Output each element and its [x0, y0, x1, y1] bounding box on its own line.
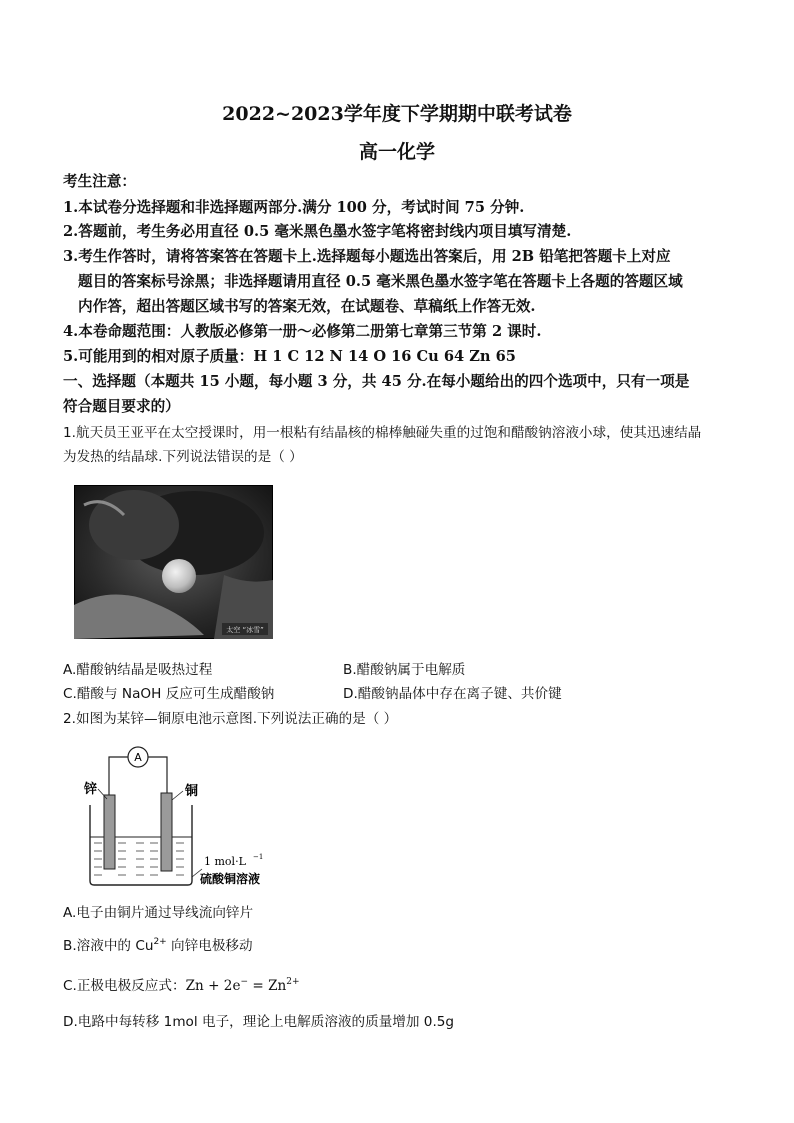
- q2-option-c: [63, 976, 300, 996]
- zinc-label: 锌: [84, 782, 98, 797]
- galvanic-cell-svg: [78, 737, 278, 889]
- q1-option-b: B.醋酸钠属于电解质: [343, 662, 466, 678]
- q2-stem: 2.如图为某锌—铜原电池示意图.下列说法正确的是（ ）: [63, 711, 398, 727]
- q2-option-c-sup2: 2+: [286, 977, 300, 987]
- concentration-label: 1 mol·L: [204, 855, 246, 868]
- exam-title: 2022~2023学年度下学期期中联考试卷: [222, 103, 572, 125]
- notice-item-3-cont-2: 内作答，超出答题区域书写的答案无效，在试题卷、草稿纸上作答无效.: [78, 298, 536, 315]
- crystal-ball-image: [74, 485, 273, 639]
- q1-stem-line2: 为发热的结晶球.下列说法错误的是（ ）: [63, 449, 303, 465]
- solution-label: 硫酸铜溶液: [200, 872, 261, 886]
- zinc-electrode: [104, 795, 115, 869]
- q2-option-d: D.电路中每转移 1mol 电子，理论上电解质溶液的质量增加 0.5g: [63, 1014, 455, 1030]
- notice-item-5: 5.可能用到的相对原子质量：H 1 C 12 N 14 O 16 Cu 64 Zn 65: [63, 348, 516, 365]
- concentration-exponent: −1: [253, 853, 264, 861]
- q2-option-c-formula: Zn + 2e: [185, 978, 241, 994]
- notice-item-3-cont-1: 题目的答案标号涂黑；非选择题请用直径 0.5 毫米黑色墨水签字笔在答题卡上各题的答题区域: [78, 273, 683, 290]
- photo-caption: 太空 “冰雪”: [226, 626, 264, 634]
- q2-option-b-pre: B.溶液中的 Cu: [63, 938, 154, 954]
- q1-option-d: D.醋酸钠晶体中存在离子键、共价键: [343, 686, 562, 702]
- copper-label: 铜: [185, 784, 199, 799]
- q1-stem-line1: 1.航天员王亚平在太空授课时，用一根粘有结晶核的棉棒触碰失重的过饱和醋酸钠溶液小球，使其迅速结晶: [63, 425, 702, 441]
- q2-option-c-pre: C.正极电极反应式：: [63, 978, 186, 994]
- notice-item-4: 4.本卷命题范围：人教版必修第一册～必修第二册第七章第三节第 2 课时.: [63, 323, 542, 340]
- q2-option-c-formula2: = Zn: [248, 978, 287, 994]
- ammeter-label: A: [134, 751, 142, 764]
- notice-item-1: 1.本试卷分选择题和非选择题两部分.满分 100 分，考试时间 75 分钟.: [63, 199, 525, 216]
- notice-heading: 考生注意：: [63, 173, 136, 190]
- q2-option-a: A.电子由铜片通过导线流向锌片: [63, 905, 254, 921]
- q2-option-b-post: 向锌电极移动: [166, 938, 253, 954]
- q2-option-b-sup: 2+: [153, 937, 167, 947]
- notice-item-3: 3.考生作答时，请将答案答在答题卡上.选择题每小题选出答案后，用 2B 铅笔把答题卡上对应: [63, 248, 671, 265]
- q2-option-b: [63, 936, 253, 956]
- galvanic-cell-diagram: [78, 737, 278, 889]
- section-heading-cont: 符合题目要求的）: [63, 398, 180, 415]
- exam-subject: 高一化学: [358, 141, 435, 163]
- copper-electrode: [161, 793, 172, 871]
- q1-option-c: C.醋酸与 NaOH 反应可生成醋酸钠: [63, 686, 275, 702]
- section-heading: 一、选择题（本题共 15 小题，每小题 3 分，共 45 分.在每小题给出的四个选项中，只有一项是: [63, 373, 690, 390]
- q2-option-c-sup1: −: [240, 977, 249, 987]
- crystal-ball-photo: [74, 485, 273, 639]
- q1-option-a: A.醋酸钠结晶是吸热过程: [63, 662, 213, 678]
- notice-item-2: 2.答题前，考生务必用直径 0.5 毫米黑色墨水签字笔将密封线内项目填写清楚.: [63, 223, 572, 240]
